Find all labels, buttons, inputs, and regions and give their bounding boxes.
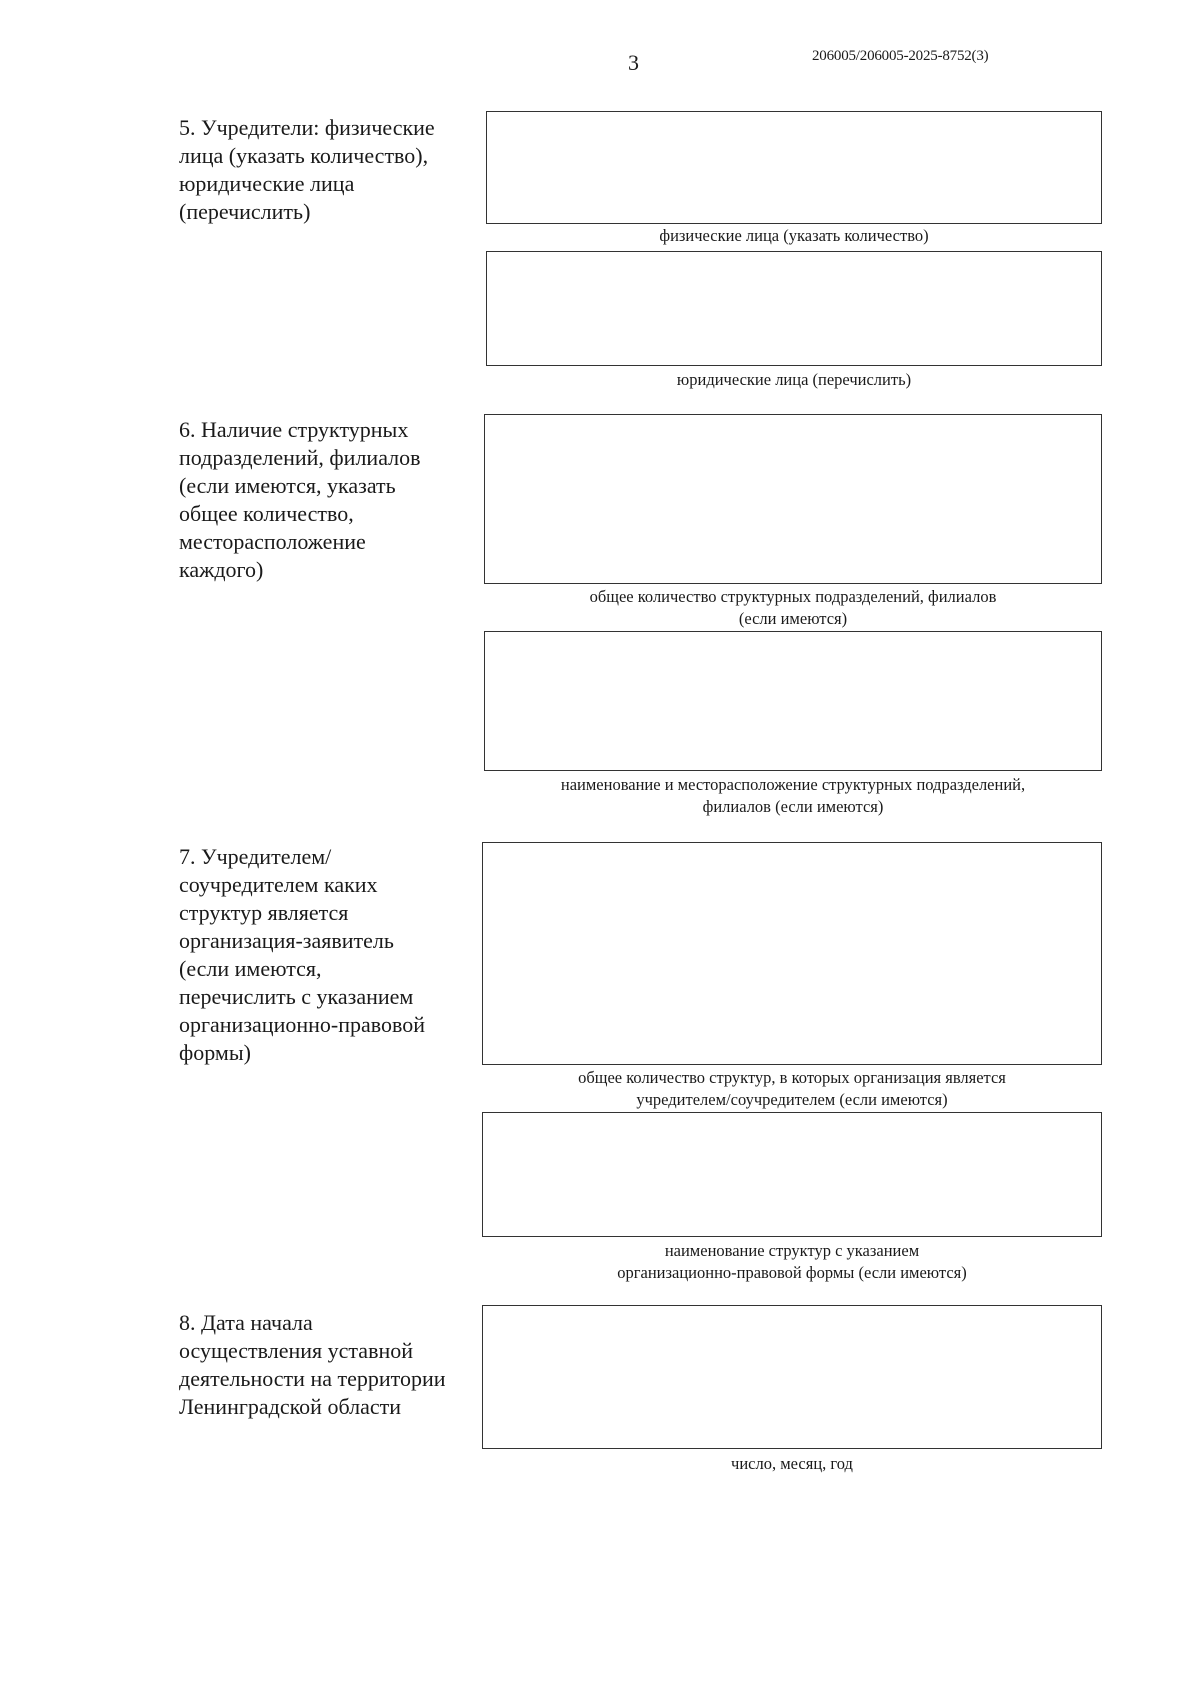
founders-legal-entities-field[interactable] bbox=[486, 251, 1102, 366]
founded-structures-names-field[interactable] bbox=[482, 1112, 1102, 1237]
founders-individuals-caption: физические лица (указать количество) bbox=[659, 226, 929, 245]
section-5-label: 5. Учредители: физические лица (указать количество), юридические лица (перечислить) bbox=[179, 115, 435, 224]
section-8-label: 8. Дата начала осуществления уставной деятельности на территории Ленинградской области bbox=[179, 1310, 446, 1419]
document-id: 206005/206005-2025-8752(3) bbox=[812, 48, 989, 64]
activity-start-date-caption: число, месяц, год bbox=[731, 1454, 853, 1473]
founded-structures-count-caption: общее количество структур, в которых организация является учредителем/соучредителем (если имеются) bbox=[578, 1068, 1006, 1109]
founded-structures-count-field[interactable] bbox=[482, 842, 1102, 1065]
page-number: 3 bbox=[628, 50, 639, 75]
subdivisions-count-caption: общее количество структурных подразделений, филиалов (если имеются) bbox=[589, 587, 997, 628]
subdivisions-names-caption: наименование и месторасположение структурных подразделений, филиалов (если имеются) bbox=[560, 775, 1026, 816]
founded-structures-names-caption: наименование структур с указанием организационно-правовой формы (если имеются) bbox=[617, 1241, 967, 1282]
subdivisions-names-field[interactable] bbox=[484, 631, 1102, 771]
activity-start-date-field[interactable] bbox=[482, 1305, 1102, 1449]
subdivisions-count-field[interactable] bbox=[484, 414, 1102, 584]
section-6-label: 6. Наличие структурных подразделений, филиалов (если имеются, указать общее количество, месторасположение каждого) bbox=[179, 417, 421, 582]
founders-individuals-field[interactable] bbox=[486, 111, 1102, 224]
founders-legal-entities-caption: юридические лица (перечислить) bbox=[676, 370, 912, 389]
section-7-label: 7. Учредителем/ соучредителем каких структур является организация-заявитель (если имеются, перечислить с указанием организационно-правовой формы) bbox=[179, 844, 425, 1065]
